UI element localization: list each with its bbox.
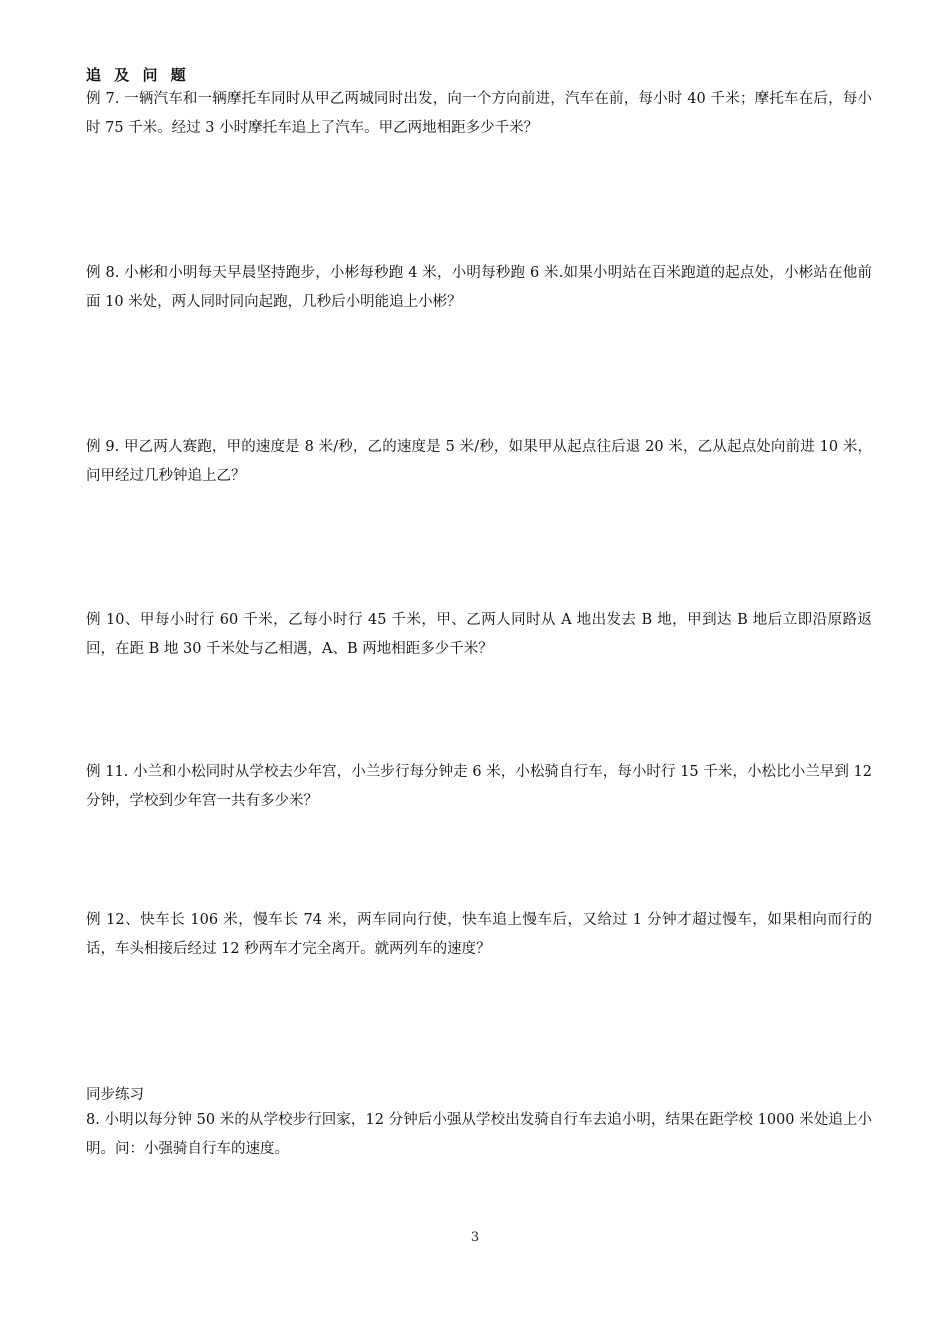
section-heading: 追 及 问 题 [86, 66, 190, 84]
example-11: 例 11. 小兰和小松同时从学校去少年宫，小兰步行每分钟走 6 米，小松骑自行车，每小时行 15 千米，小松比小兰早到 12 分钟，学校到少年宫一共有多少米？ [86, 764, 872, 809]
example-7: 例 7. 一辆汽车和一辆摩托车同时从甲乙两城同时出发，向一个方向前进，汽车在前，每小时 40 千米；摩托车在后，每小时 75 千米。经过 3 小时摩托车追上了汽车。甲乙两地相距多少千米？ [86, 91, 872, 136]
page-number: 3 [470, 1230, 480, 1245]
practice-question-8: 8. 小明以每分钟 50 米的从学校步行回家，12 分钟后小强从学校出发骑自行车去追小明，结果在距学校 1000 米处追上小明。问：小强骑自行车的速度。 [86, 1112, 872, 1157]
example-9: 例 9. 甲乙两人赛跑，甲的速度是 8 米/秒，乙的速度是 5 米/秒，如果甲从起点往后退 20 米，乙从起点处向前进 10 米，问甲经过几秒钟追上乙？ [86, 439, 872, 484]
example-10: 例 10、甲每小时行 60 千米，乙每小时行 45 千米，甲、乙两人同时从 A 地出发去 B 地，甲到达 B 地后立即沿原路返回，在距 B 地 30 千米处与乙相遇，A、B 两地相距多少千米？ [86, 612, 872, 657]
practice-label: 同步练习 [86, 1087, 144, 1103]
example-8: 例 8. 小彬和小明每天早晨坚持跑步，小彬每秒跑 4 米，小明每秒跑 6 米.如果小明站在百米跑道的起点处，小彬站在他前面 10 米处，两人同时同向起跑，几秒后小明能追上小彬？ [86, 265, 872, 310]
example-12: 例 12、快车长 106 米，慢车长 74 米，两车同向行使，快车追上慢车后，又给过 1 分钟才超过慢车，如果相向而行的话，车头相接后经过 12 秒两车才完全离开。就两列车的速度？ [86, 912, 873, 957]
